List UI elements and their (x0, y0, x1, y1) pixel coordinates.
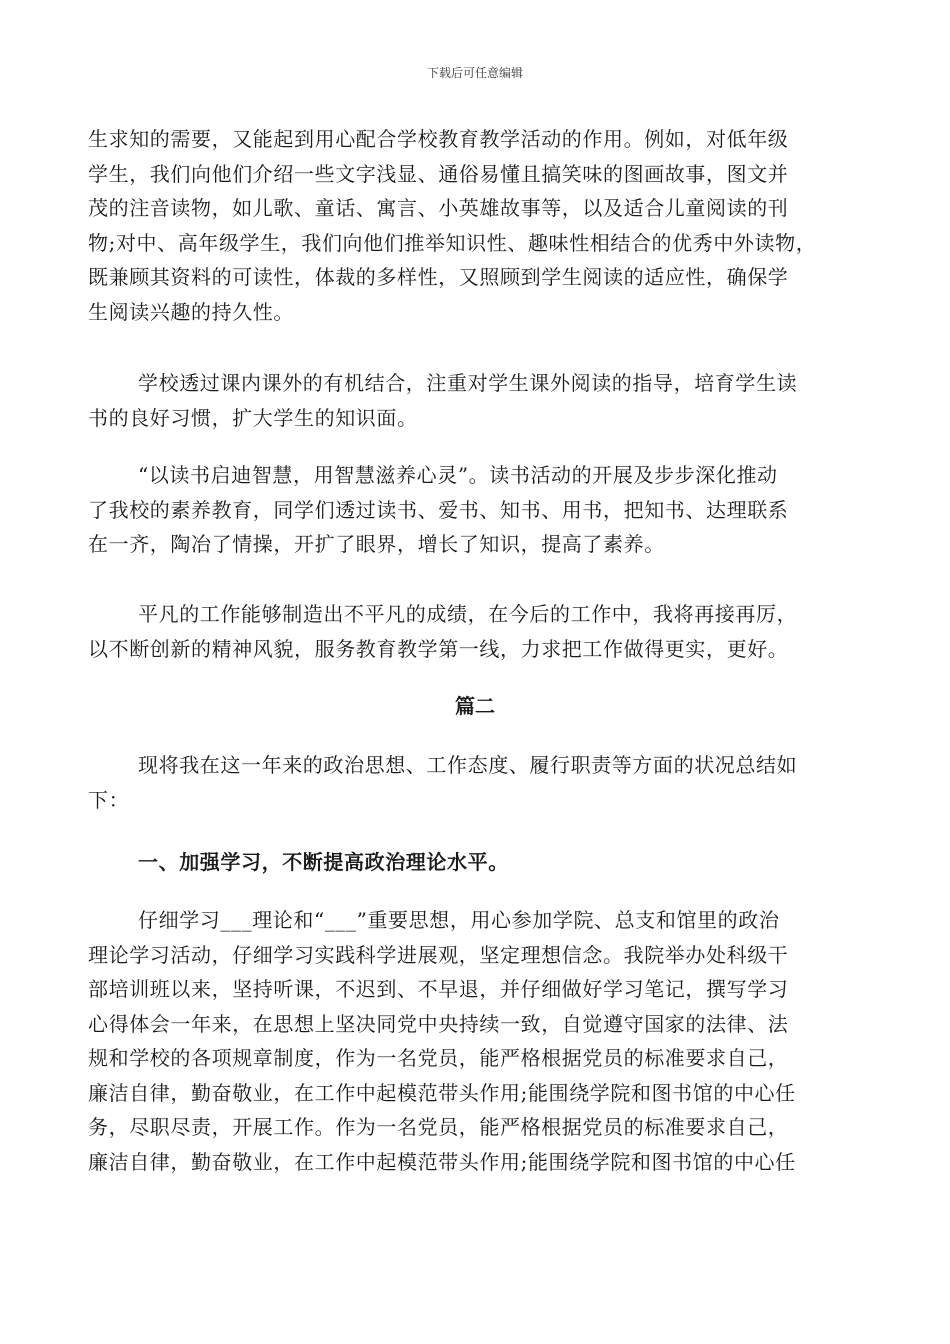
text-line: 廉洁自律，勤奋敬业，在工作中起模范带头作用;能围绕学院和图书馆的中心任 (88, 1149, 796, 1174)
paragraph-reading-guidance (88, 366, 878, 435)
text-line: 部培训班以来，坚持听课，不迟到、不早退，并仔细做好学习笔记，撰写学习 (88, 977, 789, 1001)
text-line: 仔细学习___理论和“___”重要思想，用心参加学院、总支和馆里的政治 (138, 908, 780, 932)
paragraph-continuation (88, 122, 878, 329)
text-line: 了我校的素养教育，同学们透过读书、爱书、知书、用书，把知书、达理联系 (88, 497, 789, 522)
text-line: 学校透过课内课外的有机结合，注重对学生课外阅读的指导，培育学生读 (138, 371, 798, 395)
text-line: 平凡的工作能够制造出不平凡的成绩，在今后的工作中，我将再接再厉， (138, 602, 798, 626)
page-header: 下载后可任意编辑 (426, 66, 523, 80)
text-line: 理论学习活动，仔细学习实践科学进展观，坚定理想信念。我院举办处科级干 (88, 942, 789, 967)
text-line: 茂的注音读物，如儿歌、童话、寓言、小英雄故事等，以及适合儿童阅读的刊 (88, 196, 789, 220)
text-line: 书的良好习惯，扩大学生的知识面。 (88, 405, 418, 430)
text-line: 心得体会一年来，在思想上坚决同党中央持续一致，自觉遵守国家的法律、法 (88, 1011, 789, 1036)
section-heading: 一、加强学习，不断提高政治理论水平。 (138, 850, 509, 874)
text-line: “以读书启迪智慧，用智慧滋养心灵”。读书活动的开展及步步深化推动 (138, 463, 778, 487)
paragraph-intro (88, 748, 878, 817)
text-line: 下： (88, 787, 130, 812)
section-title: 篇二 (455, 694, 495, 718)
paragraph-body (88, 903, 878, 1179)
text-line: 生求知的需要，又能起到用心配合学校教育教学活动的作用。例如，对低年级 (88, 127, 789, 151)
text-line: 规和学校的各项规章制度，作为一名党员，能严格根据党员的标准要求自己， (88, 1046, 789, 1070)
text-line: 廉洁自律，勤奋敬业，在工作中起模范带头作用;能围绕学院和图书馆的中心任 (88, 1080, 796, 1105)
text-line: 物;对中、高年级学生，我们向他们推举知识性、趣味性相结合的优秀中外读物， (88, 230, 817, 255)
text-line: 生阅读兴趣的持久性。 (88, 299, 294, 324)
text-line: 务，尽职尽责，开展工作。作为一名党员，能严格根据党员的标准要求自己， (88, 1115, 789, 1139)
text-line: 既兼顾其资料的可读性，体裁的多样性，又照顾到学生阅读的适应性，确保学 (88, 265, 789, 289)
text-line: 学生，我们向他们介绍一些文字浅显、通俗易懂且搞笑味的图画故事，图文并 (88, 161, 789, 186)
text-line: 在一齐，陶冶了情操，开扩了眼界，增长了知识，提高了素养。 (88, 532, 665, 556)
paragraph-closing (88, 597, 878, 666)
text-line: 以不断创新的精神风貌，服务教育教学第一线，力求把工作做得更实，更好。 (88, 636, 789, 661)
paragraph-reading-activity (88, 458, 878, 562)
text-line: 现将我在这一年来的政治思想、工作态度、履行职责等方面的状况总结如 (138, 753, 798, 777)
